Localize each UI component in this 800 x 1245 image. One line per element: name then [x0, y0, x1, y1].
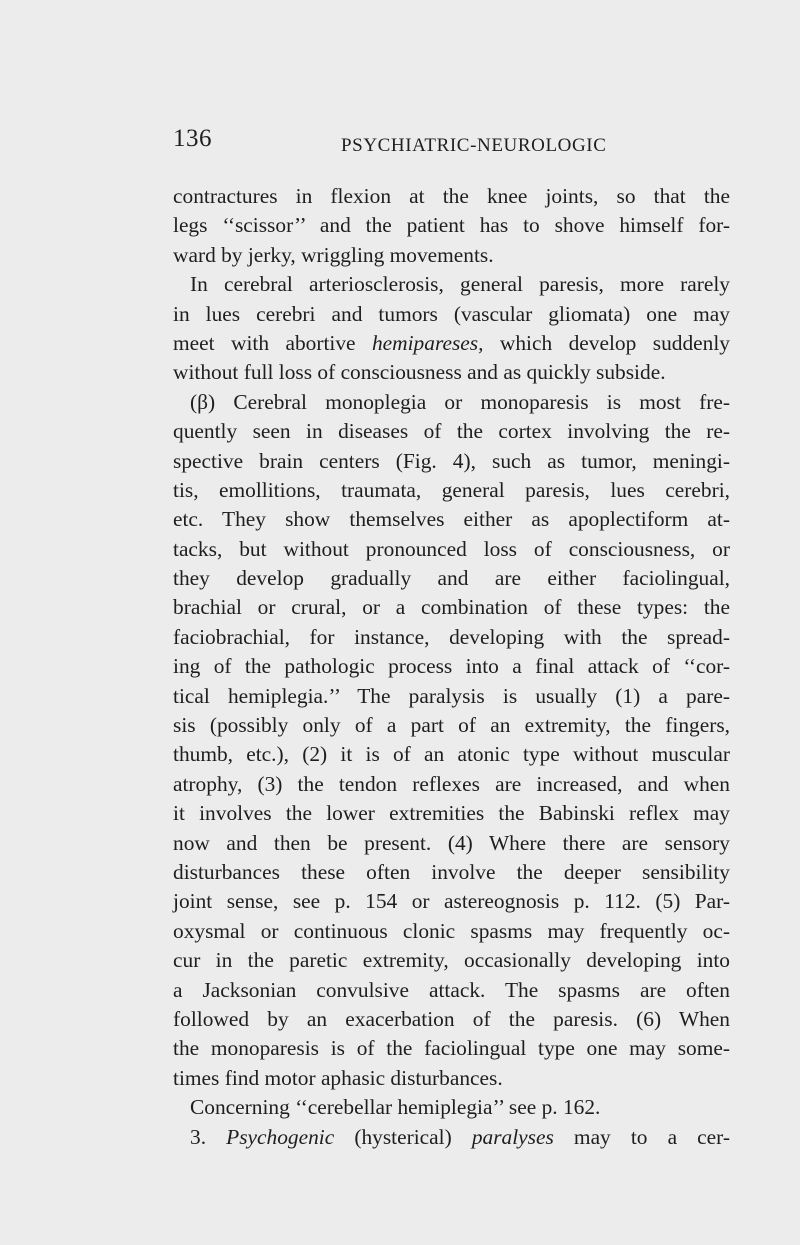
- page-number: 136: [173, 125, 212, 152]
- text-line: [173, 711, 730, 740]
- text-line: [173, 211, 730, 240]
- text-run: a Jacksonian convulsive attack. The spasms are often: [173, 977, 730, 1002]
- text-run: Concerning ‘‘cerebellar hemiplegia’’ see p. 162.: [190, 1095, 601, 1120]
- text-line: [173, 1064, 730, 1093]
- text-line: [173, 976, 730, 1005]
- text-line: [173, 388, 730, 417]
- text-run: (hysterical): [334, 1124, 472, 1149]
- body-text: [173, 182, 730, 1152]
- text-run: the monoparesis is of the faciolingual type one may some-: [173, 1036, 730, 1061]
- text-run: meet with abortive: [173, 330, 372, 355]
- text-line: [173, 829, 730, 858]
- text-run: quently seen in diseases of the cortex involving the re-: [173, 419, 730, 444]
- text-line: [173, 358, 730, 387]
- italic-text: paralyses: [471, 1124, 554, 1149]
- text-line: [173, 593, 730, 622]
- text-run: followed by an exacerbation of the paresis. (6) When: [173, 1006, 730, 1031]
- text-run: which develop suddenly: [483, 330, 730, 355]
- text-line: [173, 447, 730, 476]
- text-run: times find motor aphasic disturbances.: [173, 1065, 503, 1090]
- text-line: [173, 476, 730, 505]
- text-line: [173, 858, 730, 887]
- text-line: [173, 300, 730, 329]
- text-line: [173, 241, 730, 270]
- text-run: atrophy, (3) the tendon reflexes are increased, and when: [173, 771, 730, 796]
- italic-text: hemipareses,: [371, 330, 484, 355]
- text-run: they develop gradually and are either faciolingual,: [173, 566, 730, 591]
- text-line: [173, 535, 730, 564]
- text-line: [173, 1034, 730, 1063]
- text-line: [173, 946, 730, 975]
- text-line: [173, 417, 730, 446]
- text-run: (β) Cerebral monoplegia or monoparesis is most fre-: [190, 389, 730, 414]
- text-run: in lues cerebri and tumors (vascular gliomata) one may: [173, 301, 730, 326]
- text-line: [173, 799, 730, 828]
- text-run: spective brain centers (Fig. 4), such as tumor, meningi-: [173, 448, 730, 473]
- text-run: etc. They show themselves either as apoplectiform at-: [173, 507, 730, 532]
- text-run: disturbances these often involve the deeper sensibility: [173, 859, 730, 884]
- running-head: PSYCHIATRIC-NEUROLOGIC: [341, 135, 607, 156]
- text-run: tacks, but without pronounced loss of consciousness, or: [173, 536, 730, 561]
- text-run: legs ‘‘scissor’’ and the patient has to shove himself for-: [173, 213, 730, 238]
- text-line: [173, 505, 730, 534]
- text-run: contractures in flexion at the knee joints, so that the: [173, 184, 730, 208]
- text-line: [173, 1093, 730, 1122]
- text-line: [173, 623, 730, 652]
- text-run: oxysmal or continuous clonic spasms may frequently oc-: [173, 918, 730, 943]
- text-line: [173, 770, 730, 799]
- page-header: [173, 125, 713, 165]
- text-run: brachial or crural, or a combination of these types: the: [173, 595, 730, 620]
- text-run: tis, emollitions, traumata, general paresis, lues cerebri,: [173, 477, 730, 502]
- text-run: ward by jerky, wriggling movements.: [173, 242, 494, 267]
- text-line: [173, 740, 730, 769]
- text-run: In cerebral arteriosclerosis, general paresis, more rarely: [190, 272, 730, 297]
- text-line: [173, 887, 730, 916]
- text-run: now and then be present. (4) Where there are sensory: [173, 830, 730, 855]
- text-line: [173, 182, 730, 211]
- text-run: joint sense, see p. 154 or astereognosis p. 112. (5) Par-: [173, 889, 730, 914]
- text-run: it involves the lower extremities the Babinski reflex may: [173, 801, 730, 826]
- text-line: [173, 329, 730, 358]
- text-run: faciobrachial, for instance, developing with the spread-: [173, 624, 730, 649]
- text-run: cur in the paretic extremity, occasionally developing into: [173, 948, 730, 973]
- text-run: 3.: [190, 1124, 227, 1149]
- text-line: [173, 1123, 730, 1152]
- text-line: [173, 917, 730, 946]
- text-run: tical hemiplegia.’’ The paralysis is usually (1) a pare-: [173, 683, 730, 708]
- text-line: [173, 270, 730, 299]
- text-run: sis (possibly only of a part of an extremity, the fingers,: [173, 713, 730, 738]
- text-run: without full loss of consciousness and as quickly subside.: [173, 360, 666, 385]
- text-line: [173, 652, 730, 681]
- text-run: may to a cer-: [553, 1124, 730, 1149]
- text-line: [173, 1005, 730, 1034]
- text-run: ing of the pathologic process into a final attack of ‘‘cor-: [173, 654, 730, 679]
- text-run: thumb, etc.), (2) it is of an atonic type without muscular: [173, 742, 730, 767]
- italic-text: Psychogenic: [226, 1124, 335, 1149]
- text-line: [173, 564, 730, 593]
- text-line: [173, 682, 730, 711]
